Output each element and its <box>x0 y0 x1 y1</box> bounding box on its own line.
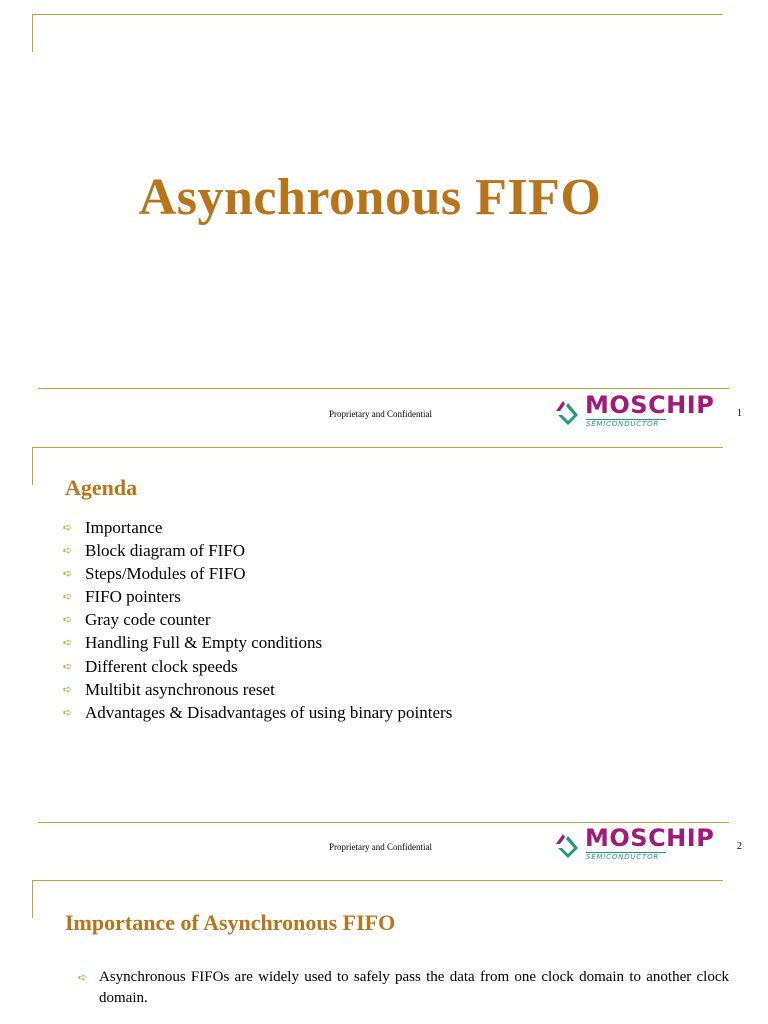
page-number: 2 <box>737 841 742 852</box>
left-rule <box>32 447 33 485</box>
slide-3 <box>0 870 768 1024</box>
arrow-bullet-icon: ➪ <box>63 659 73 673</box>
list-item: ➪ Handling Full & Empty conditions <box>63 633 323 653</box>
page-number: 1 <box>737 408 742 419</box>
arrow-bullet-icon: ➪ <box>63 544 73 558</box>
logo-tagline: SEMICONDUCTOR <box>586 419 666 429</box>
footer-rule <box>38 388 729 389</box>
list-item: ➪ FIFO pointers <box>63 587 181 607</box>
list-item: ➪ Steps/Modules of FIFO <box>63 564 246 584</box>
arrow-bullet-icon: ➪ <box>78 971 88 984</box>
logo-wordmark: MOSCHIP <box>585 824 715 852</box>
slide-title: Asynchronous FIFO <box>138 169 602 226</box>
logo-tagline: SEMICONDUCTOR <box>586 852 666 862</box>
list-item: ➪ Advantages & Disadvantages of using binary pointers <box>63 702 453 722</box>
left-rule <box>32 14 33 52</box>
top-rule <box>32 880 723 881</box>
moschip-logo <box>554 391 722 430</box>
arrow-bullet-icon: ➪ <box>63 613 73 627</box>
arrow-bullet-icon: ➪ <box>63 521 73 534</box>
footer-text: Proprietary and Confidential <box>329 842 432 852</box>
arrow-bullet-icon: ➪ <box>63 567 73 581</box>
arrow-bullet-icon: ➪ <box>63 682 73 696</box>
arrow-bullet-icon: ➪ <box>63 590 73 604</box>
top-rule <box>32 14 723 15</box>
moschip-mark-icon <box>554 399 580 427</box>
list-item: ➪ Block diagram of FIFO <box>63 541 246 561</box>
footer-text: Proprietary and Confidential <box>329 409 432 419</box>
list-item: ➪ Different clock speeds <box>63 656 238 676</box>
left-rule <box>32 880 33 918</box>
list-item: ➪ Importance <box>63 518 163 537</box>
arrow-bullet-icon: ➪ <box>63 636 73 650</box>
list-item: ➪ Gray code counter <box>63 610 211 630</box>
list-item: ➪ Multibit asynchronous reset <box>63 679 275 699</box>
slide-heading: Importance of Asynchronous FIFO <box>65 910 396 935</box>
slide-1 <box>0 0 768 435</box>
moschip-mark-icon <box>554 832 580 860</box>
slide-2 <box>0 435 768 870</box>
agenda-list <box>63 516 452 724</box>
body-bullet <box>78 967 729 1009</box>
arrow-bullet-icon: ➪ <box>63 705 73 719</box>
body-bullet-text: Asynchronous FIFOs are widely used to safely pass the data from one clock domain to another clock domain. <box>99 969 729 1006</box>
slide-heading: Agenda <box>65 475 138 500</box>
logo-wordmark: MOSCHIP <box>585 391 715 419</box>
top-rule <box>32 447 723 448</box>
footer-rule <box>38 822 729 823</box>
moschip-logo <box>554 824 722 863</box>
